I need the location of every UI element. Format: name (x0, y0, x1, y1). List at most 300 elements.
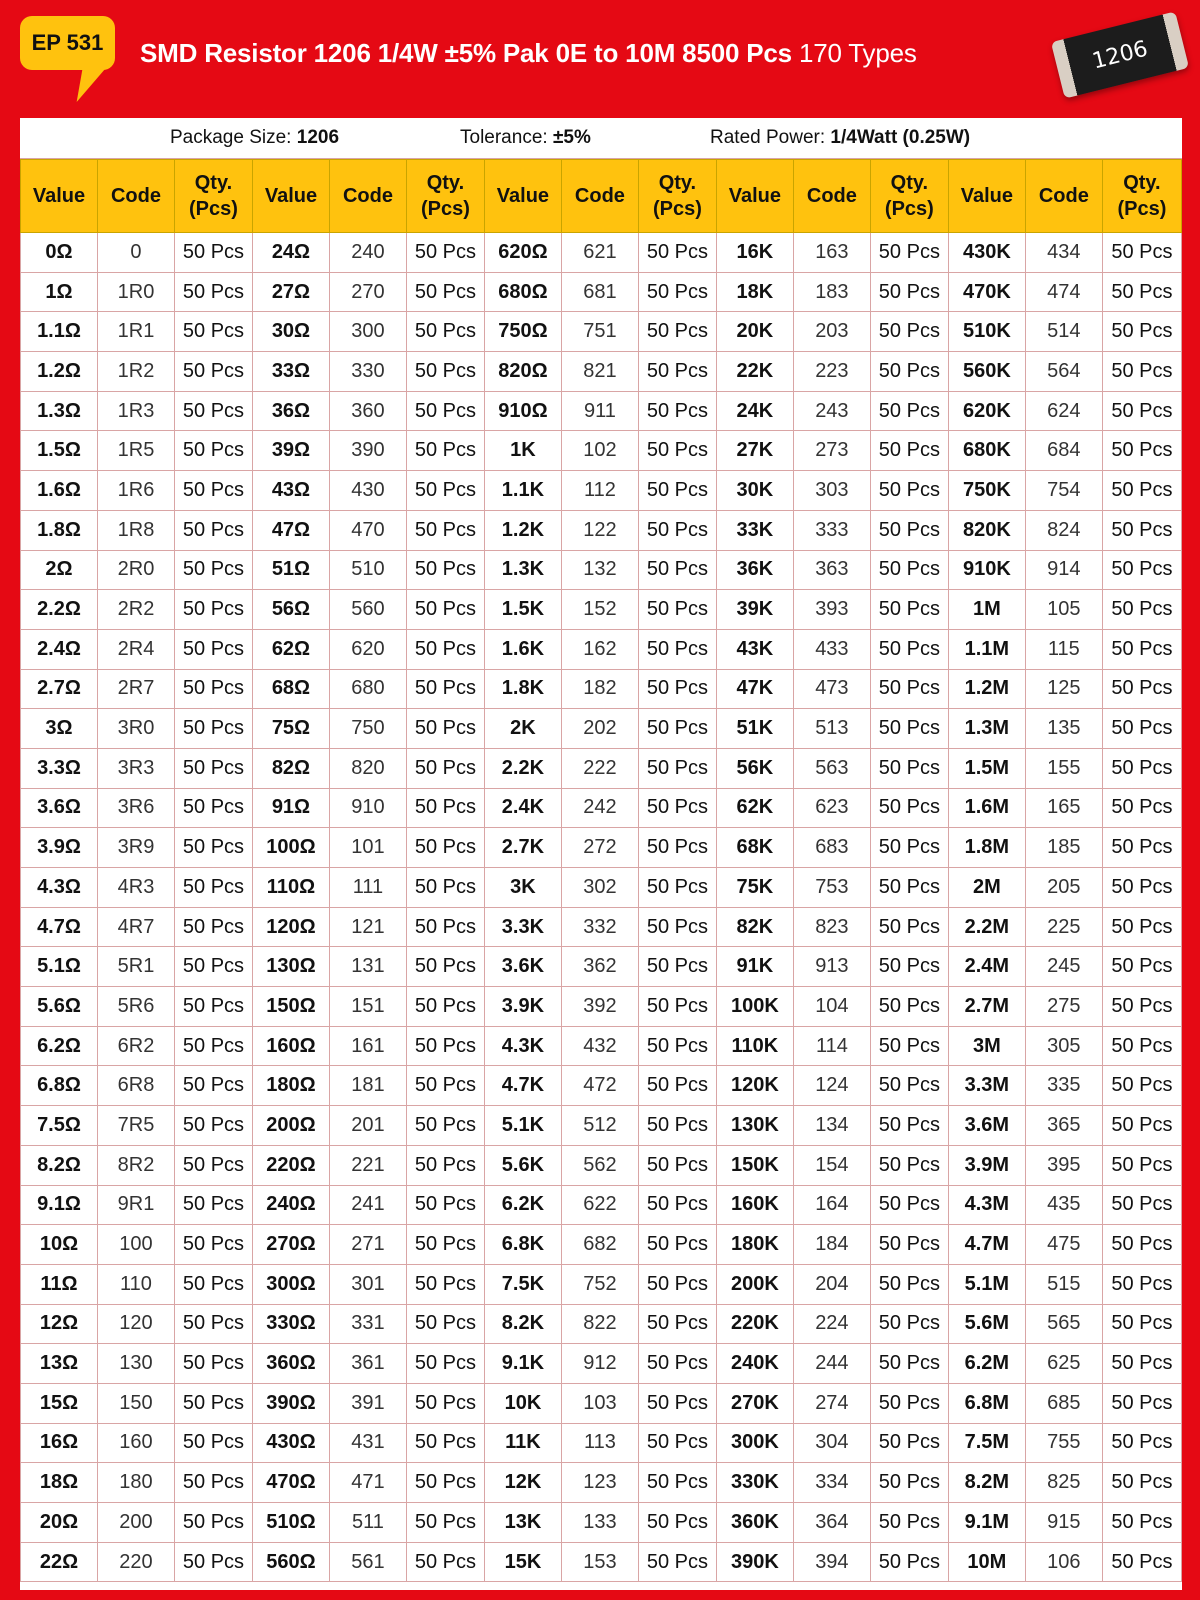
quantity: 50 Pcs (870, 1304, 948, 1344)
quantity: 50 Pcs (406, 828, 484, 868)
resistor-code: 560 (329, 590, 406, 630)
resistance-value: 2Ω (21, 550, 98, 590)
resistor-code: 512 (561, 1106, 638, 1146)
quantity: 50 Pcs (638, 828, 716, 868)
quantity: 50 Pcs (1102, 1423, 1181, 1463)
resistance-value: 5.6Ω (21, 987, 98, 1027)
resistor-code: 162 (561, 629, 638, 669)
resistor-code: 300 (329, 312, 406, 352)
resistance-value: 300K (716, 1423, 793, 1463)
quantity: 50 Pcs (406, 987, 484, 1027)
resistance-value: 3.9Ω (21, 828, 98, 868)
header-qty (174, 160, 252, 233)
resistance-value: 13Ω (21, 1344, 98, 1384)
resistor-code: 333 (793, 510, 870, 550)
header-qty-unit: (Pcs) (884, 198, 934, 220)
quantity: 50 Pcs (174, 709, 252, 749)
quantity: 50 Pcs (1102, 1145, 1181, 1185)
resistance-value: 2K (484, 709, 561, 749)
quantity: 50 Pcs (1102, 471, 1181, 511)
resistor-code: 243 (793, 391, 870, 431)
resistor-code: 564 (1025, 352, 1102, 392)
quantity: 50 Pcs (174, 907, 252, 947)
resistor-code: 203 (793, 312, 870, 352)
resistor-code: 5R1 (97, 947, 174, 987)
quantity: 50 Pcs (870, 907, 948, 947)
resistor-code: 123 (561, 1463, 638, 1503)
resistor-table (20, 159, 1182, 1582)
table-row (21, 947, 1182, 987)
resistor-code: 303 (793, 471, 870, 511)
resistor-code: 224 (793, 1304, 870, 1344)
quantity: 50 Pcs (638, 748, 716, 788)
resistor-code: 391 (329, 1383, 406, 1423)
resistance-value: 5.1K (484, 1106, 561, 1146)
resistor-code: 754 (1025, 471, 1102, 511)
quantity: 50 Pcs (1102, 1304, 1181, 1344)
resistor-code: 394 (793, 1542, 870, 1582)
resistance-value: 43Ω (252, 471, 329, 511)
resistor-code: 1R2 (97, 352, 174, 392)
resistor-code: 515 (1025, 1264, 1102, 1304)
quantity: 50 Pcs (870, 233, 948, 273)
spec-bar (20, 118, 1182, 159)
resistance-value: 390K (716, 1542, 793, 1582)
resistor-code: 2R0 (97, 550, 174, 590)
quantity: 50 Pcs (638, 1423, 716, 1463)
header-value: Value (252, 160, 329, 233)
resistor-code: 364 (793, 1503, 870, 1543)
quantity: 50 Pcs (174, 272, 252, 312)
resistor-code: 1R3 (97, 391, 174, 431)
resistor-code: 390 (329, 431, 406, 471)
quantity: 50 Pcs (1102, 788, 1181, 828)
resistance-value: 180Ω (252, 1066, 329, 1106)
resistance-value: 1.5M (948, 748, 1025, 788)
quantity: 50 Pcs (406, 590, 484, 630)
quantity: 50 Pcs (870, 629, 948, 669)
quantity: 50 Pcs (1102, 868, 1181, 908)
resistance-value: 51K (716, 709, 793, 749)
resistor-code: 154 (793, 1145, 870, 1185)
table-row (21, 709, 1182, 749)
quantity: 50 Pcs (1102, 987, 1181, 1027)
header-code: Code (1025, 160, 1102, 233)
quantity: 50 Pcs (870, 550, 948, 590)
quantity: 50 Pcs (406, 233, 484, 273)
resistance-value: 16K (716, 233, 793, 273)
resistance-value: 3.3Ω (21, 748, 98, 788)
resistor-code: 365 (1025, 1106, 1102, 1146)
resistor-code: 434 (1025, 233, 1102, 273)
quantity: 50 Pcs (870, 709, 948, 749)
resistance-value: 20Ω (21, 1503, 98, 1543)
resistor-code: 184 (793, 1225, 870, 1265)
resistance-value: 75K (716, 868, 793, 908)
header-qty-label: Qty. (658, 172, 697, 194)
resistor-code: 185 (1025, 828, 1102, 868)
table-row (21, 868, 1182, 908)
quantity: 50 Pcs (1102, 550, 1181, 590)
table-row (21, 1106, 1182, 1146)
quantity: 50 Pcs (870, 1383, 948, 1423)
resistance-value: 3K (484, 868, 561, 908)
quantity: 50 Pcs (174, 1185, 252, 1225)
quantity: 50 Pcs (406, 1106, 484, 1146)
quantity: 50 Pcs (1102, 1383, 1181, 1423)
resistor-code: 562 (561, 1145, 638, 1185)
resistance-value: 1.8Ω (21, 510, 98, 550)
resistance-value: 4.3Ω (21, 868, 98, 908)
resistor-code: 470 (329, 510, 406, 550)
resistor-code: 620 (329, 629, 406, 669)
quantity: 50 Pcs (174, 352, 252, 392)
resistor-code: 155 (1025, 748, 1102, 788)
header-qty-unit: (Pcs) (652, 198, 702, 220)
resistor-code: 152 (561, 590, 638, 630)
resistor-code: 163 (793, 233, 870, 273)
resistance-value: 390Ω (252, 1383, 329, 1423)
resistance-value: 4.3M (948, 1185, 1025, 1225)
quantity: 50 Pcs (1102, 352, 1181, 392)
quantity: 50 Pcs (870, 669, 948, 709)
quantity: 50 Pcs (174, 431, 252, 471)
header-value: Value (484, 160, 561, 233)
table-row (21, 629, 1182, 669)
quantity: 50 Pcs (638, 987, 716, 1027)
resistor-code: 473 (793, 669, 870, 709)
resistance-value: 16Ω (21, 1423, 98, 1463)
quantity: 50 Pcs (174, 590, 252, 630)
resistor-code: 3R9 (97, 828, 174, 868)
resistor-code: 0 (97, 233, 174, 273)
quantity: 50 Pcs (638, 1344, 716, 1384)
quantity: 50 Pcs (870, 1106, 948, 1146)
chip-label: 1206 (1089, 36, 1151, 74)
resistance-value: 6.2M (948, 1344, 1025, 1384)
quantity: 50 Pcs (406, 1066, 484, 1106)
resistance-value: 150K (716, 1145, 793, 1185)
resistor-code: 273 (793, 431, 870, 471)
quantity: 50 Pcs (638, 272, 716, 312)
resistance-value: 110Ω (252, 868, 329, 908)
resistance-value: 51Ω (252, 550, 329, 590)
resistance-value: 100K (716, 987, 793, 1027)
resistor-code: 100 (97, 1225, 174, 1265)
quantity: 50 Pcs (406, 907, 484, 947)
resistor-code: 684 (1025, 431, 1102, 471)
quantity: 50 Pcs (1102, 1185, 1181, 1225)
resistor-code: 682 (561, 1225, 638, 1265)
header-code: Code (97, 160, 174, 233)
resistor-code: 2R4 (97, 629, 174, 669)
resistor-code: 124 (793, 1066, 870, 1106)
resistor-code: 822 (561, 1304, 638, 1344)
resistor-code: 182 (561, 669, 638, 709)
resistance-value: 1.2Ω (21, 352, 98, 392)
quantity: 50 Pcs (1102, 391, 1181, 431)
resistor-code: 244 (793, 1344, 870, 1384)
quantity: 50 Pcs (1102, 272, 1181, 312)
quantity: 50 Pcs (1102, 1026, 1181, 1066)
quantity: 50 Pcs (406, 1264, 484, 1304)
resistance-value: 36K (716, 550, 793, 590)
resistor-code: 433 (793, 629, 870, 669)
quantity: 50 Pcs (406, 1026, 484, 1066)
quantity: 50 Pcs (406, 788, 484, 828)
header-qty-unit: (Pcs) (1117, 198, 1167, 220)
resistor-code: 164 (793, 1185, 870, 1225)
quantity: 50 Pcs (638, 233, 716, 273)
resistor-code: 680 (329, 669, 406, 709)
quantity: 50 Pcs (638, 550, 716, 590)
quantity: 50 Pcs (174, 947, 252, 987)
resistor-code: 622 (561, 1185, 638, 1225)
quantity: 50 Pcs (1102, 233, 1181, 273)
resistor-code: 821 (561, 352, 638, 392)
resistor-code: 120 (97, 1304, 174, 1344)
quantity: 50 Pcs (406, 1423, 484, 1463)
quantity: 50 Pcs (406, 1344, 484, 1384)
quantity: 50 Pcs (870, 947, 948, 987)
resistor-code: 362 (561, 947, 638, 987)
resistance-value: 620K (948, 391, 1025, 431)
resistance-value: 27Ω (252, 272, 329, 312)
resistance-value: 560Ω (252, 1542, 329, 1582)
resistance-value: 91K (716, 947, 793, 987)
resistor-code: 474 (1025, 272, 1102, 312)
resistance-value: 18K (716, 272, 793, 312)
quantity: 50 Pcs (870, 987, 948, 1027)
resistor-code: 913 (793, 947, 870, 987)
resistor-code: 681 (561, 272, 638, 312)
resistance-value: 130K (716, 1106, 793, 1146)
episode-badge: EP 531 (20, 16, 115, 70)
resistance-value: 240K (716, 1344, 793, 1384)
resistor-code: 1R8 (97, 510, 174, 550)
resistance-value: 10K (484, 1383, 561, 1423)
resistance-value: 10M (948, 1542, 1025, 1582)
title-main: SMD Resistor 1206 1/4W ±5% Pak 0E to 10M 8500 Pcs (140, 38, 792, 68)
resistor-code: 274 (793, 1383, 870, 1423)
table-row (21, 233, 1182, 273)
resistance-value: 1.2K (484, 510, 561, 550)
resistor-code: 475 (1025, 1225, 1102, 1265)
resistor-code: 2R7 (97, 669, 174, 709)
resistance-value: 820Ω (484, 352, 561, 392)
resistance-value: 8.2K (484, 1304, 561, 1344)
resistor-code: 511 (329, 1503, 406, 1543)
resistor-code: 513 (793, 709, 870, 749)
resistor-code: 563 (793, 748, 870, 788)
table-row (21, 1145, 1182, 1185)
quantity: 50 Pcs (870, 590, 948, 630)
resistor-code: 392 (561, 987, 638, 1027)
header-qty-label: Qty. (1123, 172, 1161, 194)
resistance-value: 2.4Ω (21, 629, 98, 669)
resistor-code: 133 (561, 1503, 638, 1543)
quantity: 50 Pcs (638, 788, 716, 828)
resistance-value: 3M (948, 1026, 1025, 1066)
spec-package: Package Size: 1206 (170, 127, 340, 148)
quantity: 50 Pcs (1102, 1542, 1181, 1582)
quantity: 50 Pcs (174, 629, 252, 669)
resistor-code: 114 (793, 1026, 870, 1066)
table-row (21, 272, 1182, 312)
quantity: 50 Pcs (870, 391, 948, 431)
resistor-code: 115 (1025, 629, 1102, 669)
resistor-code: 161 (329, 1026, 406, 1066)
resistor-code: 103 (561, 1383, 638, 1423)
resistor-code: 242 (561, 788, 638, 828)
table-row (21, 828, 1182, 868)
resistance-value: 360K (716, 1503, 793, 1543)
table-row (21, 1066, 1182, 1106)
resistor-code: 2R2 (97, 590, 174, 630)
resistance-value: 7.5Ω (21, 1106, 98, 1146)
header-qty-unit: (Pcs) (420, 198, 470, 220)
resistance-value: 6.8M (948, 1383, 1025, 1423)
header (0, 0, 1200, 118)
quantity: 50 Pcs (638, 1503, 716, 1543)
resistance-value: 180K (716, 1225, 793, 1265)
resistor-code: 180 (97, 1463, 174, 1503)
resistance-value: 5.1Ω (21, 947, 98, 987)
resistance-value: 3.9M (948, 1145, 1025, 1185)
quantity: 50 Pcs (406, 391, 484, 431)
resistor-code: 472 (561, 1066, 638, 1106)
quantity: 50 Pcs (870, 272, 948, 312)
resistance-value: 200K (716, 1264, 793, 1304)
resistance-value: 330Ω (252, 1304, 329, 1344)
table-row (21, 352, 1182, 392)
quantity: 50 Pcs (638, 709, 716, 749)
resistor-code: 240 (329, 233, 406, 273)
resistor-code: 1R5 (97, 431, 174, 471)
resistance-value: 470K (948, 272, 1025, 312)
resistance-value: 27K (716, 431, 793, 471)
resistor-code: 245 (1025, 947, 1102, 987)
resistor-code: 201 (329, 1106, 406, 1146)
resistor-code: 361 (329, 1344, 406, 1384)
table-row (21, 987, 1182, 1027)
resistor-code: 7R5 (97, 1106, 174, 1146)
resistance-value: 430K (948, 233, 1025, 273)
header-qty-label: Qty. (194, 172, 233, 194)
quantity: 50 Pcs (174, 828, 252, 868)
resistance-value: 160Ω (252, 1026, 329, 1066)
table-row (21, 550, 1182, 590)
quantity: 50 Pcs (1102, 312, 1181, 352)
resistance-value: 620Ω (484, 233, 561, 273)
quantity: 50 Pcs (174, 1145, 252, 1185)
quantity: 50 Pcs (638, 1106, 716, 1146)
resistor-code: 165 (1025, 788, 1102, 828)
resistance-value: 15K (484, 1542, 561, 1582)
table-row (21, 391, 1182, 431)
resistance-value: 1.6K (484, 629, 561, 669)
quantity: 50 Pcs (174, 1106, 252, 1146)
quantity: 50 Pcs (638, 669, 716, 709)
resistor-code: 183 (793, 272, 870, 312)
resistor-code: 514 (1025, 312, 1102, 352)
quantity: 50 Pcs (174, 471, 252, 511)
quantity: 50 Pcs (638, 312, 716, 352)
resistance-value: 3Ω (21, 709, 98, 749)
resistance-value: 3.3M (948, 1066, 1025, 1106)
resistor-code: 153 (561, 1542, 638, 1582)
resistance-value: 2.7Ω (21, 669, 98, 709)
quantity: 50 Pcs (174, 510, 252, 550)
quantity: 50 Pcs (870, 788, 948, 828)
quantity: 50 Pcs (638, 352, 716, 392)
resistance-value: 750K (948, 471, 1025, 511)
quantity: 50 Pcs (870, 1463, 948, 1503)
resistance-value: 3.6Ω (21, 788, 98, 828)
quantity: 50 Pcs (870, 352, 948, 392)
resistor-code: 160 (97, 1423, 174, 1463)
resistor-code: 134 (793, 1106, 870, 1146)
quantity: 50 Pcs (406, 312, 484, 352)
resistor-code: 1R6 (97, 471, 174, 511)
resistance-value: 33Ω (252, 352, 329, 392)
resistor-code: 302 (561, 868, 638, 908)
quantity: 50 Pcs (870, 868, 948, 908)
resistance-value: 12Ω (21, 1304, 98, 1344)
resistor-code: 301 (329, 1264, 406, 1304)
resistor-code: 915 (1025, 1503, 1102, 1543)
resistance-value: 15Ω (21, 1383, 98, 1423)
table-row (21, 590, 1182, 630)
quantity: 50 Pcs (406, 550, 484, 590)
quantity: 50 Pcs (406, 352, 484, 392)
quantity: 50 Pcs (870, 1423, 948, 1463)
quantity: 50 Pcs (870, 1026, 948, 1066)
resistance-value: 4.3K (484, 1026, 561, 1066)
resistance-value: 430Ω (252, 1423, 329, 1463)
quantity: 50 Pcs (870, 748, 948, 788)
quantity: 50 Pcs (174, 1542, 252, 1582)
quantity: 50 Pcs (406, 1225, 484, 1265)
quantity: 50 Pcs (1102, 947, 1181, 987)
resistor-code: 360 (329, 391, 406, 431)
resistance-value: 560K (948, 352, 1025, 392)
quantity: 50 Pcs (1102, 590, 1181, 630)
quantity: 50 Pcs (174, 1463, 252, 1503)
resistance-value: 11K (484, 1423, 561, 1463)
resistor-code: 1R0 (97, 272, 174, 312)
resistance-value: 1.1Ω (21, 312, 98, 352)
resistor-code: 221 (329, 1145, 406, 1185)
quantity: 50 Pcs (1102, 669, 1181, 709)
quantity: 50 Pcs (870, 828, 948, 868)
resistance-value: 24Ω (252, 233, 329, 273)
quantity: 50 Pcs (638, 1026, 716, 1066)
resistor-code: 223 (793, 352, 870, 392)
resistance-value: 270Ω (252, 1225, 329, 1265)
table-row (21, 471, 1182, 511)
quantity: 50 Pcs (174, 669, 252, 709)
resistor-code: 363 (793, 550, 870, 590)
resistor-code: 753 (793, 868, 870, 908)
quantity: 50 Pcs (870, 1066, 948, 1106)
resistance-value: 2.7M (948, 987, 1025, 1027)
resistor-code: 204 (793, 1264, 870, 1304)
resistance-value: 1.1K (484, 471, 561, 511)
resistor-code: 623 (793, 788, 870, 828)
table-row (21, 748, 1182, 788)
resistor-code: 131 (329, 947, 406, 987)
